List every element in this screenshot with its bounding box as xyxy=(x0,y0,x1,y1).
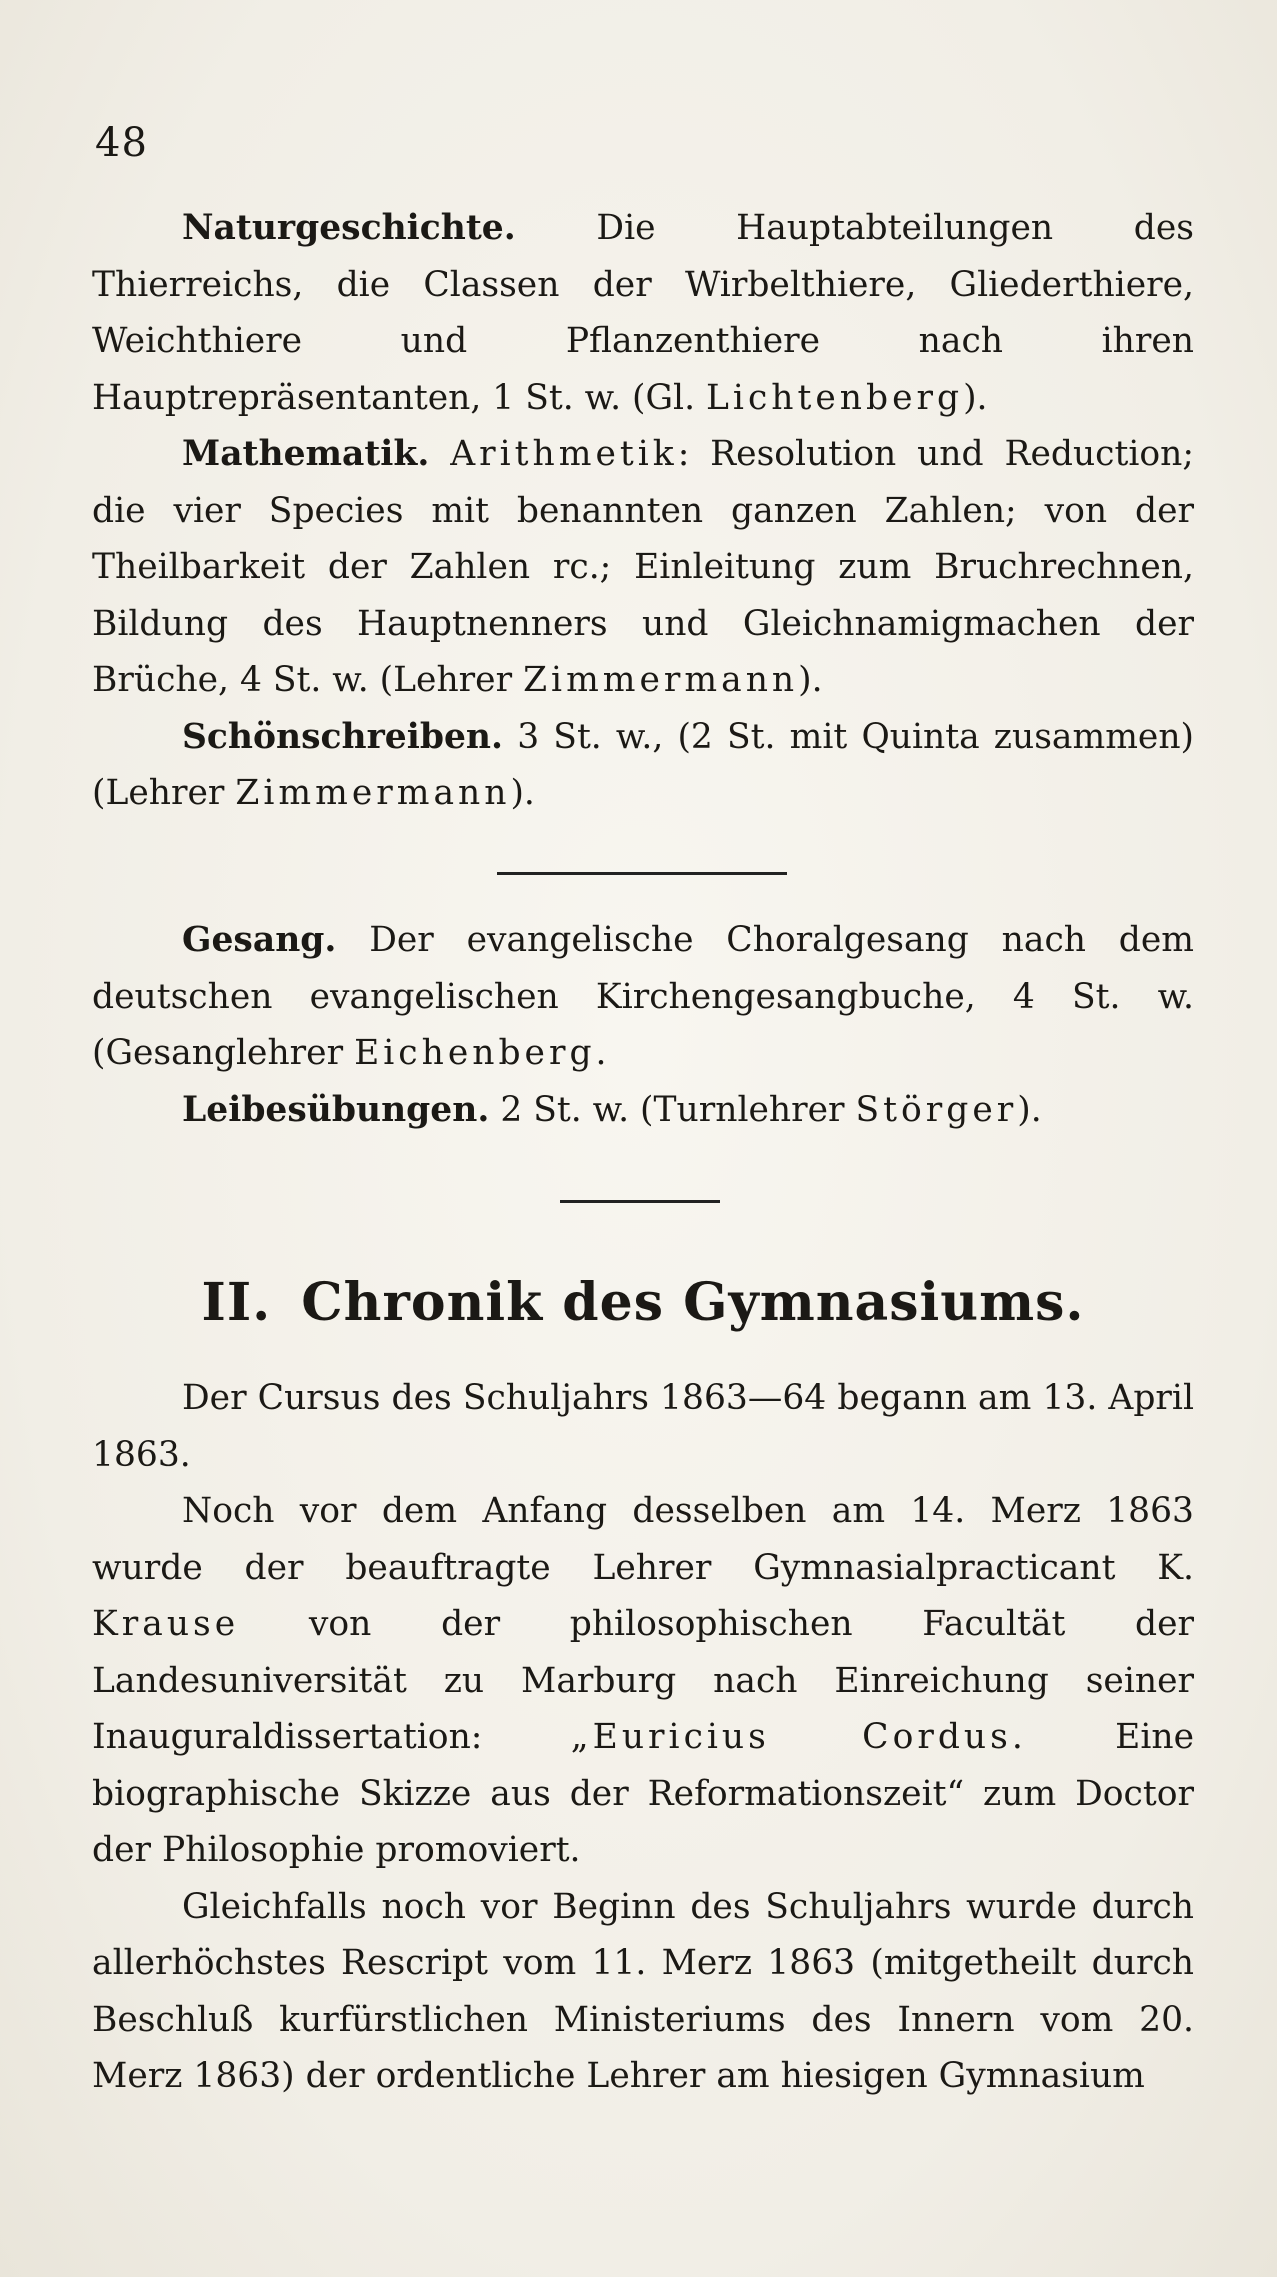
naturgeschichte-paragraph: Naturgeschichte. Die Hauptabteilungen des Thierreichs, die Classen der Wirbelthiere, Gliederthiere, Weichthiere und Pflanzenthiere nach ihren Hauptrepräsentanten, 1 St. w. (Gl. Lichtenberg). xyxy=(92,208,1194,418)
gesang-teacher: Eichenberg xyxy=(354,1033,596,1073)
chronicle-section xyxy=(92,1370,1194,2105)
section-divider-1 xyxy=(497,872,787,875)
mathematik-text: : Resolution und Reduction; die vier Species mit benannten ganzen Zahlen; von der Theilbarkeit der Zahlen rc.; Einleitung zum Bruchrechnen, Bildung des Hauptnenners und Gleichnamigmachen der Brüche, 4 St. w. (Lehrer xyxy=(92,434,1194,700)
leibesuebungen-heading: Leibesübungen. xyxy=(182,1089,490,1130)
curriculum-section-top xyxy=(92,200,1194,822)
leibesuebungen-text: 2 St. w. (Turnlehrer xyxy=(500,1089,845,1130)
chapter-title: Chronik des Gymnasiums. xyxy=(301,1272,1085,1333)
gesang-text: Der evangelische Choralgesang nach dem deutschen evangelischen Kirchengesangbuche, 4 St. w. (Gesanglehrer xyxy=(92,920,1194,1073)
schoenschreiben-text: 3 St. w., (2 St. mit Quinta zusammen) (Lehrer xyxy=(92,716,1195,813)
schoenschreiben-teacher: Zimmermann xyxy=(235,773,511,813)
naturgeschichte-heading: Naturgeschichte. xyxy=(182,208,516,248)
curriculum-section-bottom xyxy=(92,912,1194,1138)
mathematik-paragraph: Mathematik. Arithmetik: Resolution und Reduction; die vier Species mit benannten ganzen Zahlen; von der Theilbarkeit der Zahlen rc.; Einleitung zum Bruchrechnen, Bildung des Hauptnenners und Gleichnamigmachen der Brüche, 4 St. w. (Lehrer Zimmermann). xyxy=(92,434,1194,700)
page-number: 48 xyxy=(95,120,148,166)
chronicle-paragraph-2: Noch vor dem Anfang desselben am 14. Merz 1863 wurde der beauftragte Lehrer Gymnasialpracticant K. Krause von der philosophischen Facultät der Landesuniversität zu Marburg nach Einreichung seiner Inauguraldissertation: „Euricius Cordus. Eine biographische Skizze aus der Reformationszeit“ zum Doctor der Philosophie promoviert. xyxy=(92,1491,1195,1870)
mathematik-teacher: Zimmermann xyxy=(523,660,799,700)
mathematik-subheading: Arithmetik xyxy=(450,434,678,474)
mathematik-heading: Mathematik. xyxy=(182,434,430,474)
naturgeschichte-text: Die Hauptabteilungen des Thierreichs, die Classen der Wirbelthiere, Gliederthiere, Weichthiere und Pflanzenthiere nach ihren Hauptrepräsentanten, 1 St. w. (Gl. xyxy=(92,208,1194,418)
gesang-heading: Gesang. xyxy=(182,920,337,960)
gesang-paragraph: Gesang. Der evangelische Choralgesang nach dem deutschen evangelischen Kirchengesangbuche, 4 St. w. (Gesanglehrer Eichenberg. xyxy=(92,920,1194,1073)
chapter-number: II. xyxy=(201,1272,272,1333)
dissertation-title: „Euricius Cordus. xyxy=(570,1717,1027,1757)
person-name-krause: Krause xyxy=(92,1604,240,1644)
leibesuebungen-paragraph: Leibesübungen. 2 St. w. (Turnlehrer Störger). xyxy=(182,1089,1042,1130)
chronicle-paragraph-3: Gleichfalls noch vor Beginn des Schuljahrs wurde durch allerhöchstes Rescript vom 11. Merz 1863 (mitgetheilt durch Beschluß kurfürstlichen Ministeriums des Innern vom 20. Merz 1863) der ordentliche Lehrer am hiesigen Gymnasium xyxy=(92,1886,1194,2096)
chapter-heading xyxy=(92,1272,1194,1333)
chronicle-paragraph-1: Der Cursus des Schuljahrs 1863—64 begann am 13. April 1863. xyxy=(92,1378,1194,1475)
naturgeschichte-teacher: Lichtenberg xyxy=(706,377,964,418)
section-divider-2 xyxy=(560,1200,720,1203)
schoenschreiben-heading: Schönschreiben. xyxy=(182,716,504,757)
leibesuebungen-teacher: Störger xyxy=(855,1089,1018,1130)
schoenschreiben-paragraph: Schönschreiben. 3 St. w., (2 St. mit Quinta zusammen) (Lehrer Zimmermann). xyxy=(92,716,1195,813)
